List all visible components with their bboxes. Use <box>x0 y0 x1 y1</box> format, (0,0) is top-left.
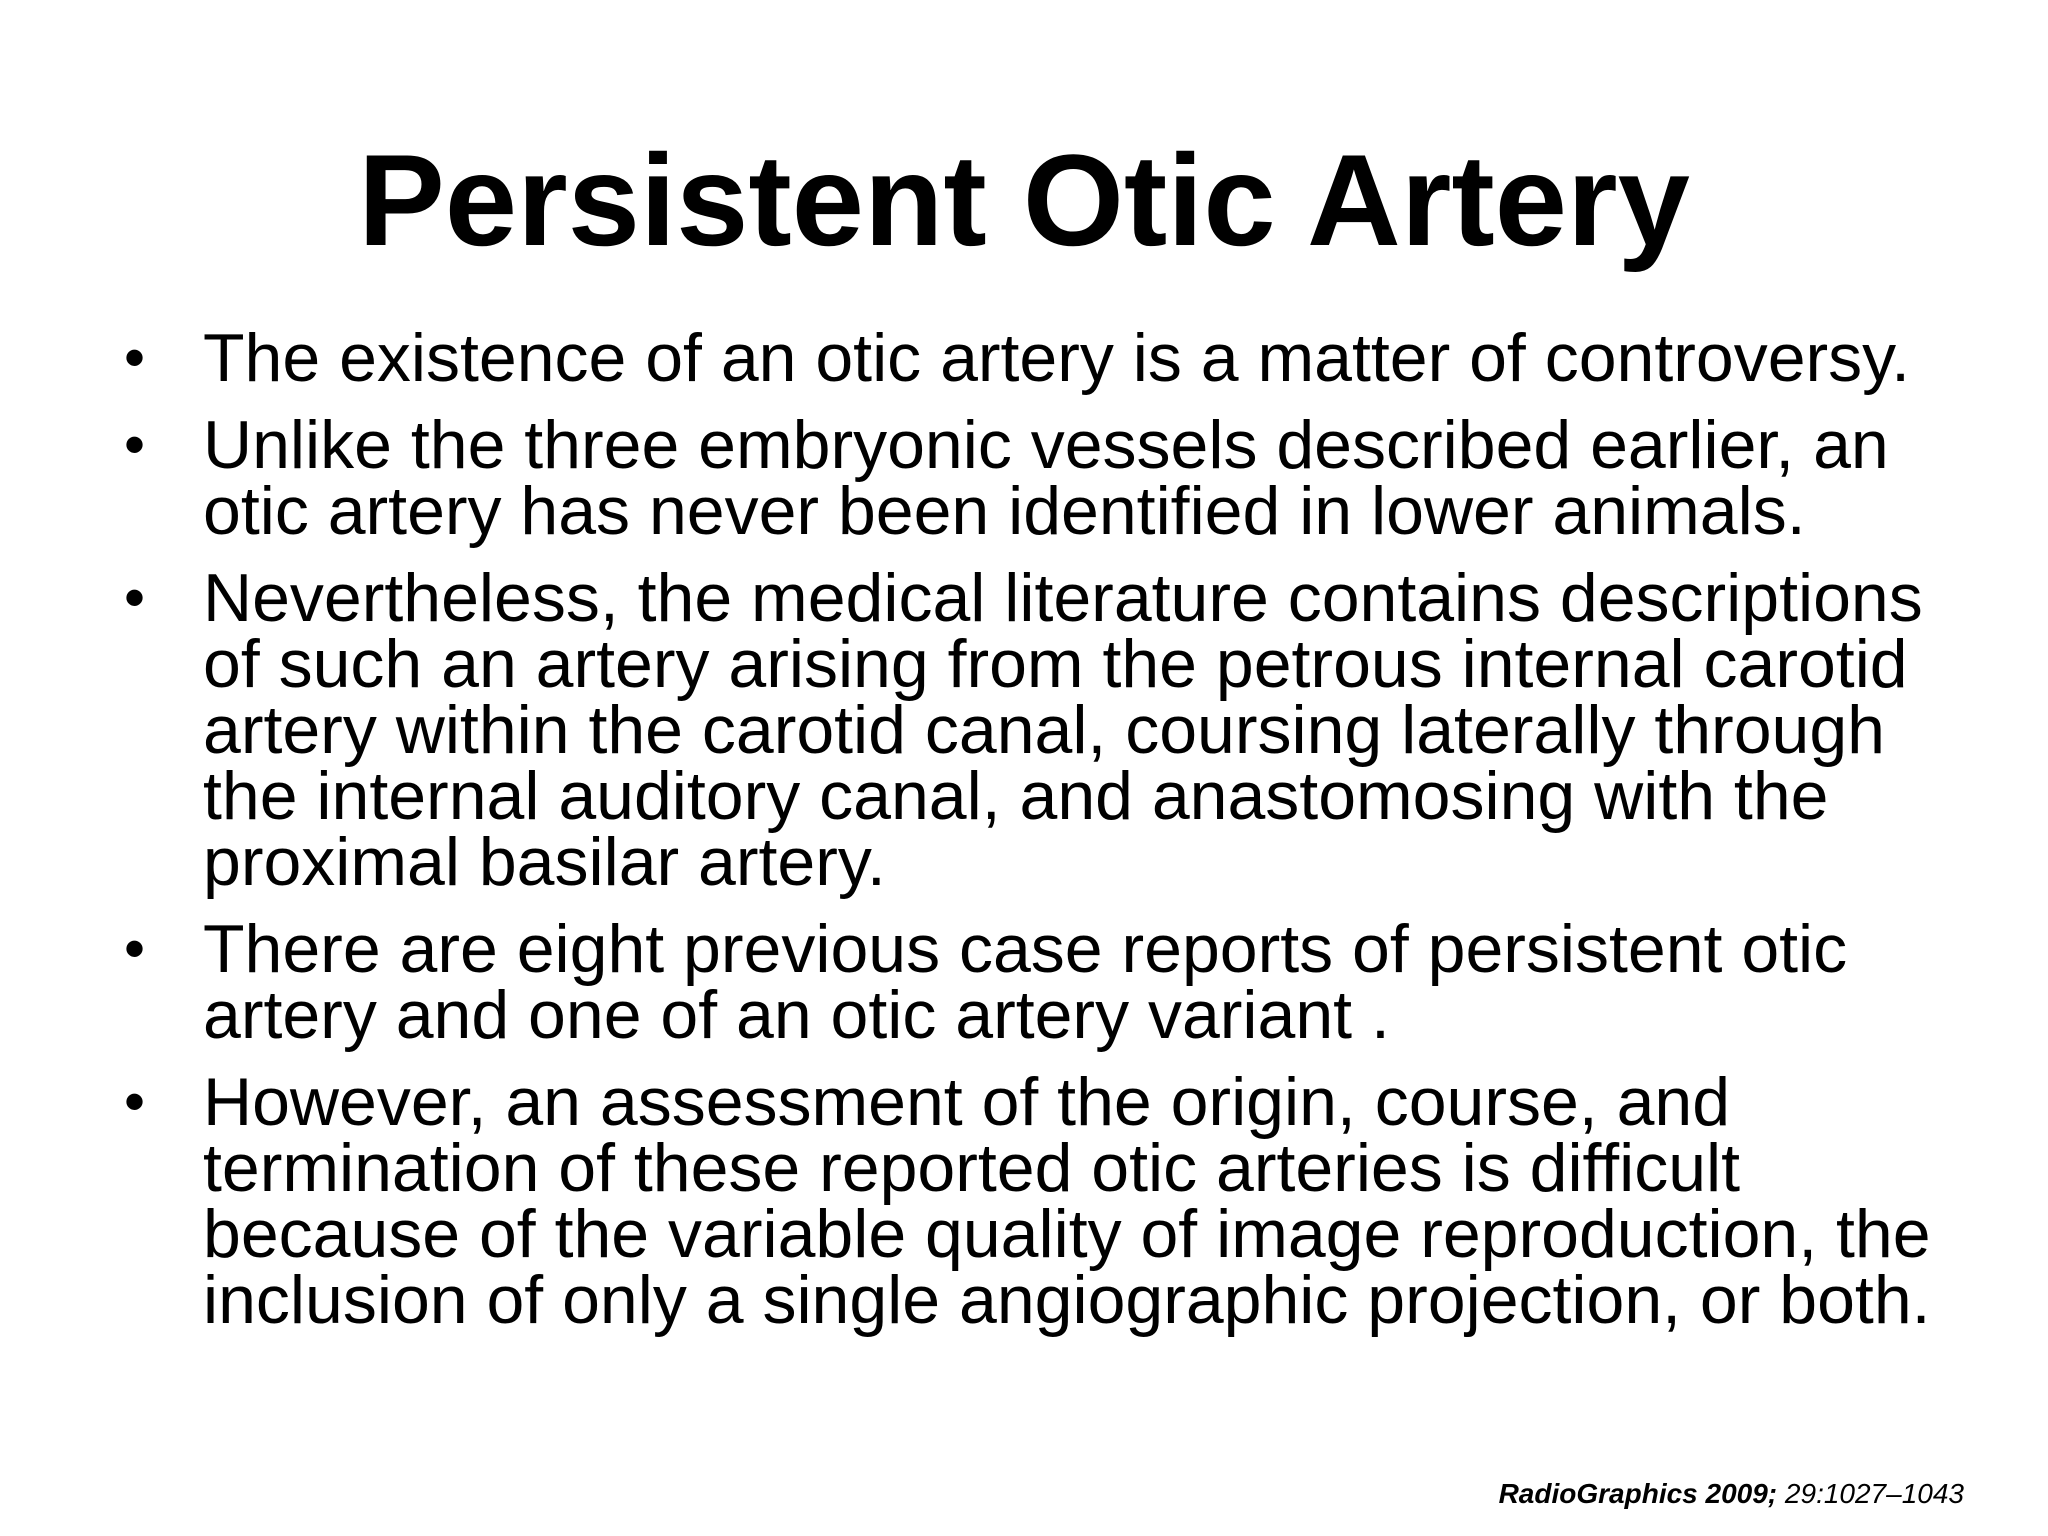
bullet-list <box>118 320 1998 1354</box>
bullet-item <box>118 320 1998 396</box>
slide-title: Persistent Otic Artery <box>358 127 1690 273</box>
citation-journal: RadioGraphics 2009; <box>1498 1478 1778 1509</box>
bullet-item <box>118 1064 1998 1338</box>
bullet-item <box>118 911 1998 1053</box>
bullet-item <box>118 560 1998 900</box>
bullet-icon: • <box>124 324 146 391</box>
bullet-icon: • <box>124 411 146 478</box>
bullet-text: Nevertheless, the medical literature contains descriptions of such an artery arising from the petrous internal carotid artery within the carotid canal, coursing laterally through the internal auditory canal, and anastomosing with the proximal basilar artery. <box>203 560 1923 900</box>
citation-reference: 29:1027–1043 <box>1777 1478 1964 1509</box>
citation <box>1499 1478 1964 1510</box>
bullet-text: The existence of an otic artery is a matter of controversy. <box>203 320 1911 396</box>
bullet-text: There are eight previous case reports of persistent otic artery and one of an otic artery variant . <box>203 911 1848 1053</box>
bullet-icon: • <box>124 915 146 982</box>
bullet-text: However, an assessment of the origin, course, and termination of these reported otic arteries is difficult because of the variable quality of image reproduction, the inclusion of only a single angiographic projection, or both. <box>203 1064 1931 1338</box>
bullet-icon: • <box>124 1068 146 1135</box>
bullet-icon: • <box>124 564 146 631</box>
bullet-text: Unlike the three embryonic vessels described earlier, an otic artery has never been identified in lower animals. <box>203 407 1889 549</box>
bullet-item <box>118 407 1998 549</box>
